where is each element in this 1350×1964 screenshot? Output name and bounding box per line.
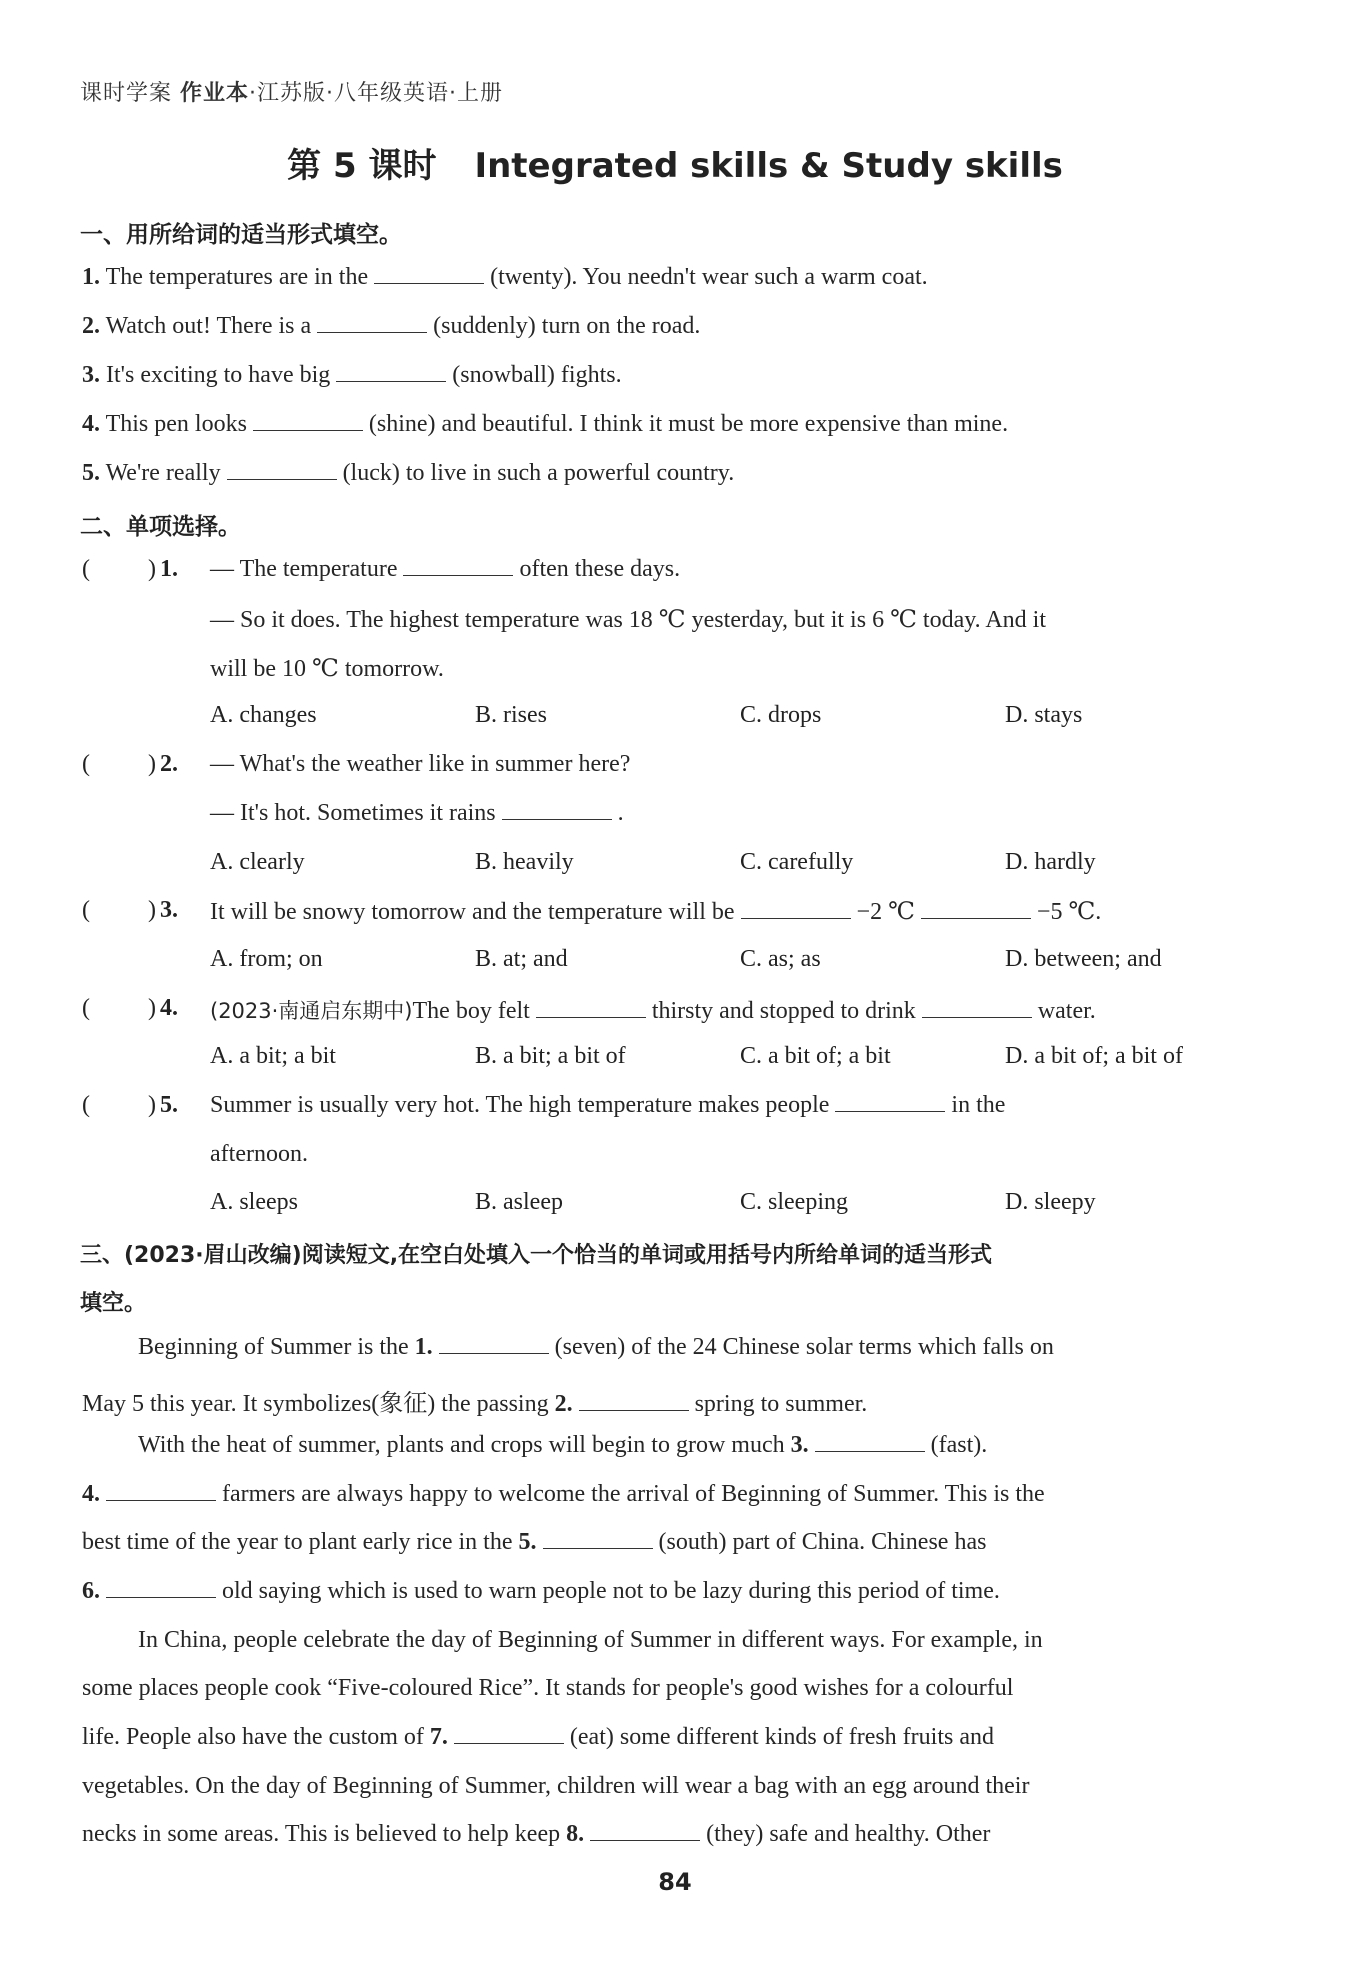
lesson-number: 第 5 课时 bbox=[287, 146, 437, 186]
option-d[interactable]: D. a bit of; a bit of bbox=[1005, 1043, 1183, 1069]
option-b[interactable]: B. rises bbox=[475, 702, 547, 728]
section-heading-3-cont: 填空。 bbox=[80, 1291, 147, 1316]
option-b[interactable]: B. asleep bbox=[475, 1189, 563, 1215]
passage-line-5: best time of the year to plant early rice in the 5. (south) part of China. Chinese has bbox=[82, 1529, 987, 1555]
mc-question-2: — What's the weather like in summer here? bbox=[210, 751, 631, 777]
passage-line-10: vegetables. On the day of Beginning of Summer, children will wear a bag with an egg around their bbox=[82, 1773, 1030, 1799]
answer-blank bbox=[922, 999, 1032, 1018]
option-b[interactable]: B. a bit; a bit of bbox=[475, 1043, 626, 1069]
answer-blank bbox=[536, 999, 646, 1018]
answer-blank bbox=[502, 801, 612, 820]
answer-bracket[interactable]: ( ) 4. bbox=[82, 995, 178, 1021]
section-heading-3: 三、(2023·眉山改编)阅读短文,在空白处填入一个恰当的单词或用括号内所给单词的适当形式 bbox=[80, 1243, 993, 1268]
answer-blank[interactable] bbox=[590, 1822, 700, 1841]
answer-bracket[interactable]: ( ) 5. bbox=[82, 1092, 178, 1118]
option-a[interactable]: A. a bit; a bit bbox=[210, 1043, 336, 1069]
mc-question-5-line2: afternoon. bbox=[210, 1141, 308, 1167]
answer-blank[interactable] bbox=[227, 461, 337, 480]
option-a[interactable]: A. changes bbox=[210, 702, 317, 728]
fill-item-2: 2. Watch out! There is a (suddenly) turn on the road. bbox=[82, 313, 701, 339]
page-number: 84 bbox=[658, 1868, 692, 1896]
passage-line-9: life. People also have the custom of 7. (eat) some different kinds of fresh fruits and bbox=[82, 1724, 994, 1750]
option-a[interactable]: A. from; on bbox=[210, 946, 323, 972]
answer-blank[interactable] bbox=[543, 1530, 653, 1549]
answer-blank[interactable] bbox=[106, 1579, 216, 1598]
option-c[interactable]: C. drops bbox=[740, 702, 822, 728]
fill-item-5: 5. We're really (luck) to live in such a powerful country. bbox=[82, 460, 735, 486]
answer-blank[interactable] bbox=[336, 363, 446, 382]
answer-bracket[interactable]: ( ) 1. bbox=[82, 556, 178, 582]
answer-blank[interactable] bbox=[374, 265, 484, 284]
mc-question-1-line3: will be 10 ℃ tomorrow. bbox=[210, 656, 444, 682]
option-b[interactable]: B. heavily bbox=[475, 849, 574, 875]
mc-question-3: It will be snowy tomorrow and the temperature will be −2 ℃ −5 ℃. bbox=[210, 899, 1102, 925]
fill-item-1: 1. The temperatures are in the (twenty). You needn't wear such a warm coat. bbox=[82, 264, 928, 290]
lesson-topic: Integrated skills & Study skills bbox=[474, 146, 1063, 186]
passage-line-3: With the heat of summer, plants and crops will begin to grow much 3. (fast). bbox=[138, 1432, 988, 1458]
passage-line-2: May 5 this year. It symbolizes(象征) the passing 2. spring to summer. bbox=[82, 1391, 868, 1417]
option-c[interactable]: C. sleeping bbox=[740, 1189, 848, 1215]
answer-blank[interactable] bbox=[579, 1392, 689, 1411]
series-name: 课时学案 bbox=[80, 81, 173, 106]
book-meta: ·江苏版·八年级英语·上册 bbox=[249, 81, 504, 106]
passage-line-4: 4. farmers are always happy to welcome the arrival of Beginning of Summer. This is the bbox=[82, 1481, 1045, 1507]
page-title bbox=[0, 138, 1350, 187]
running-header bbox=[80, 76, 503, 107]
source-note: (2023·南通启东期中) bbox=[210, 999, 413, 1023]
option-c[interactable]: C. a bit of; a bit bbox=[740, 1043, 891, 1069]
fill-item-3: 3. It's exciting to have big (snowball) fights. bbox=[82, 362, 622, 388]
passage-line-8: some places people cook “Five-coloured Rice”. It stands for people's good wishes for a colourful bbox=[82, 1675, 1014, 1701]
section-heading-2: 二、单项选择。 bbox=[80, 514, 241, 540]
answer-bracket[interactable]: ( ) 3. bbox=[82, 897, 178, 923]
answer-blank[interactable] bbox=[106, 1482, 216, 1501]
option-c[interactable]: C. carefully bbox=[740, 849, 854, 875]
mc-question-1-line2: — So it does. The highest temperature was 18 ℃ yesterday, but it is 6 ℃ today. And it bbox=[210, 607, 1047, 633]
passage-line-1: Beginning of Summer is the 1. (seven) of the 24 Chinese solar terms which falls on bbox=[138, 1334, 1054, 1360]
option-d[interactable]: D. hardly bbox=[1005, 849, 1096, 875]
answer-blank[interactable] bbox=[253, 412, 363, 431]
fill-item-4: 4. This pen looks (shine) and beautiful. I think it must be more expensive than mine. bbox=[82, 411, 1009, 437]
option-b[interactable]: B. at; and bbox=[475, 946, 568, 972]
answer-bracket[interactable]: ( ) 2. bbox=[82, 751, 178, 777]
answer-blank[interactable] bbox=[317, 314, 427, 333]
passage-line-6: 6. old saying which is used to warn people not to be lazy during this period of time. bbox=[82, 1578, 1000, 1604]
option-a[interactable]: A. sleeps bbox=[210, 1189, 298, 1215]
section-heading-1: 一、用所给词的适当形式填空。 bbox=[80, 222, 402, 248]
option-d[interactable]: D. stays bbox=[1005, 702, 1083, 728]
passage-line-11: necks in some areas. This is believed to help keep 8. (they) safe and healthy. Other bbox=[82, 1821, 991, 1847]
passage-line-7: In China, people celebrate the day of Beginning of Summer in different ways. For example, in bbox=[138, 1627, 1043, 1653]
answer-blank[interactable] bbox=[815, 1433, 925, 1452]
option-a[interactable]: A. clearly bbox=[210, 849, 305, 875]
option-d[interactable]: D. between; and bbox=[1005, 946, 1162, 972]
answer-blank bbox=[921, 900, 1031, 919]
mc-question-5: Summer is usually very hot. The high temperature makes people in the bbox=[210, 1092, 1006, 1118]
mc-question-1: — The temperature often these days. bbox=[210, 556, 681, 582]
mc-question-2-line2: — It's hot. Sometimes it rains . bbox=[210, 800, 624, 826]
answer-blank bbox=[835, 1093, 945, 1112]
option-c[interactable]: C. as; as bbox=[740, 946, 821, 972]
answer-blank[interactable] bbox=[439, 1335, 549, 1354]
mc-question-4: (2023·南通启东期中)The boy felt thirsty and stopped to drink water. bbox=[210, 998, 1096, 1024]
answer-blank[interactable] bbox=[454, 1725, 564, 1744]
answer-blank bbox=[741, 900, 851, 919]
answer-blank bbox=[403, 557, 513, 576]
book-name: 作业本 bbox=[180, 81, 250, 106]
option-d[interactable]: D. sleepy bbox=[1005, 1189, 1096, 1215]
